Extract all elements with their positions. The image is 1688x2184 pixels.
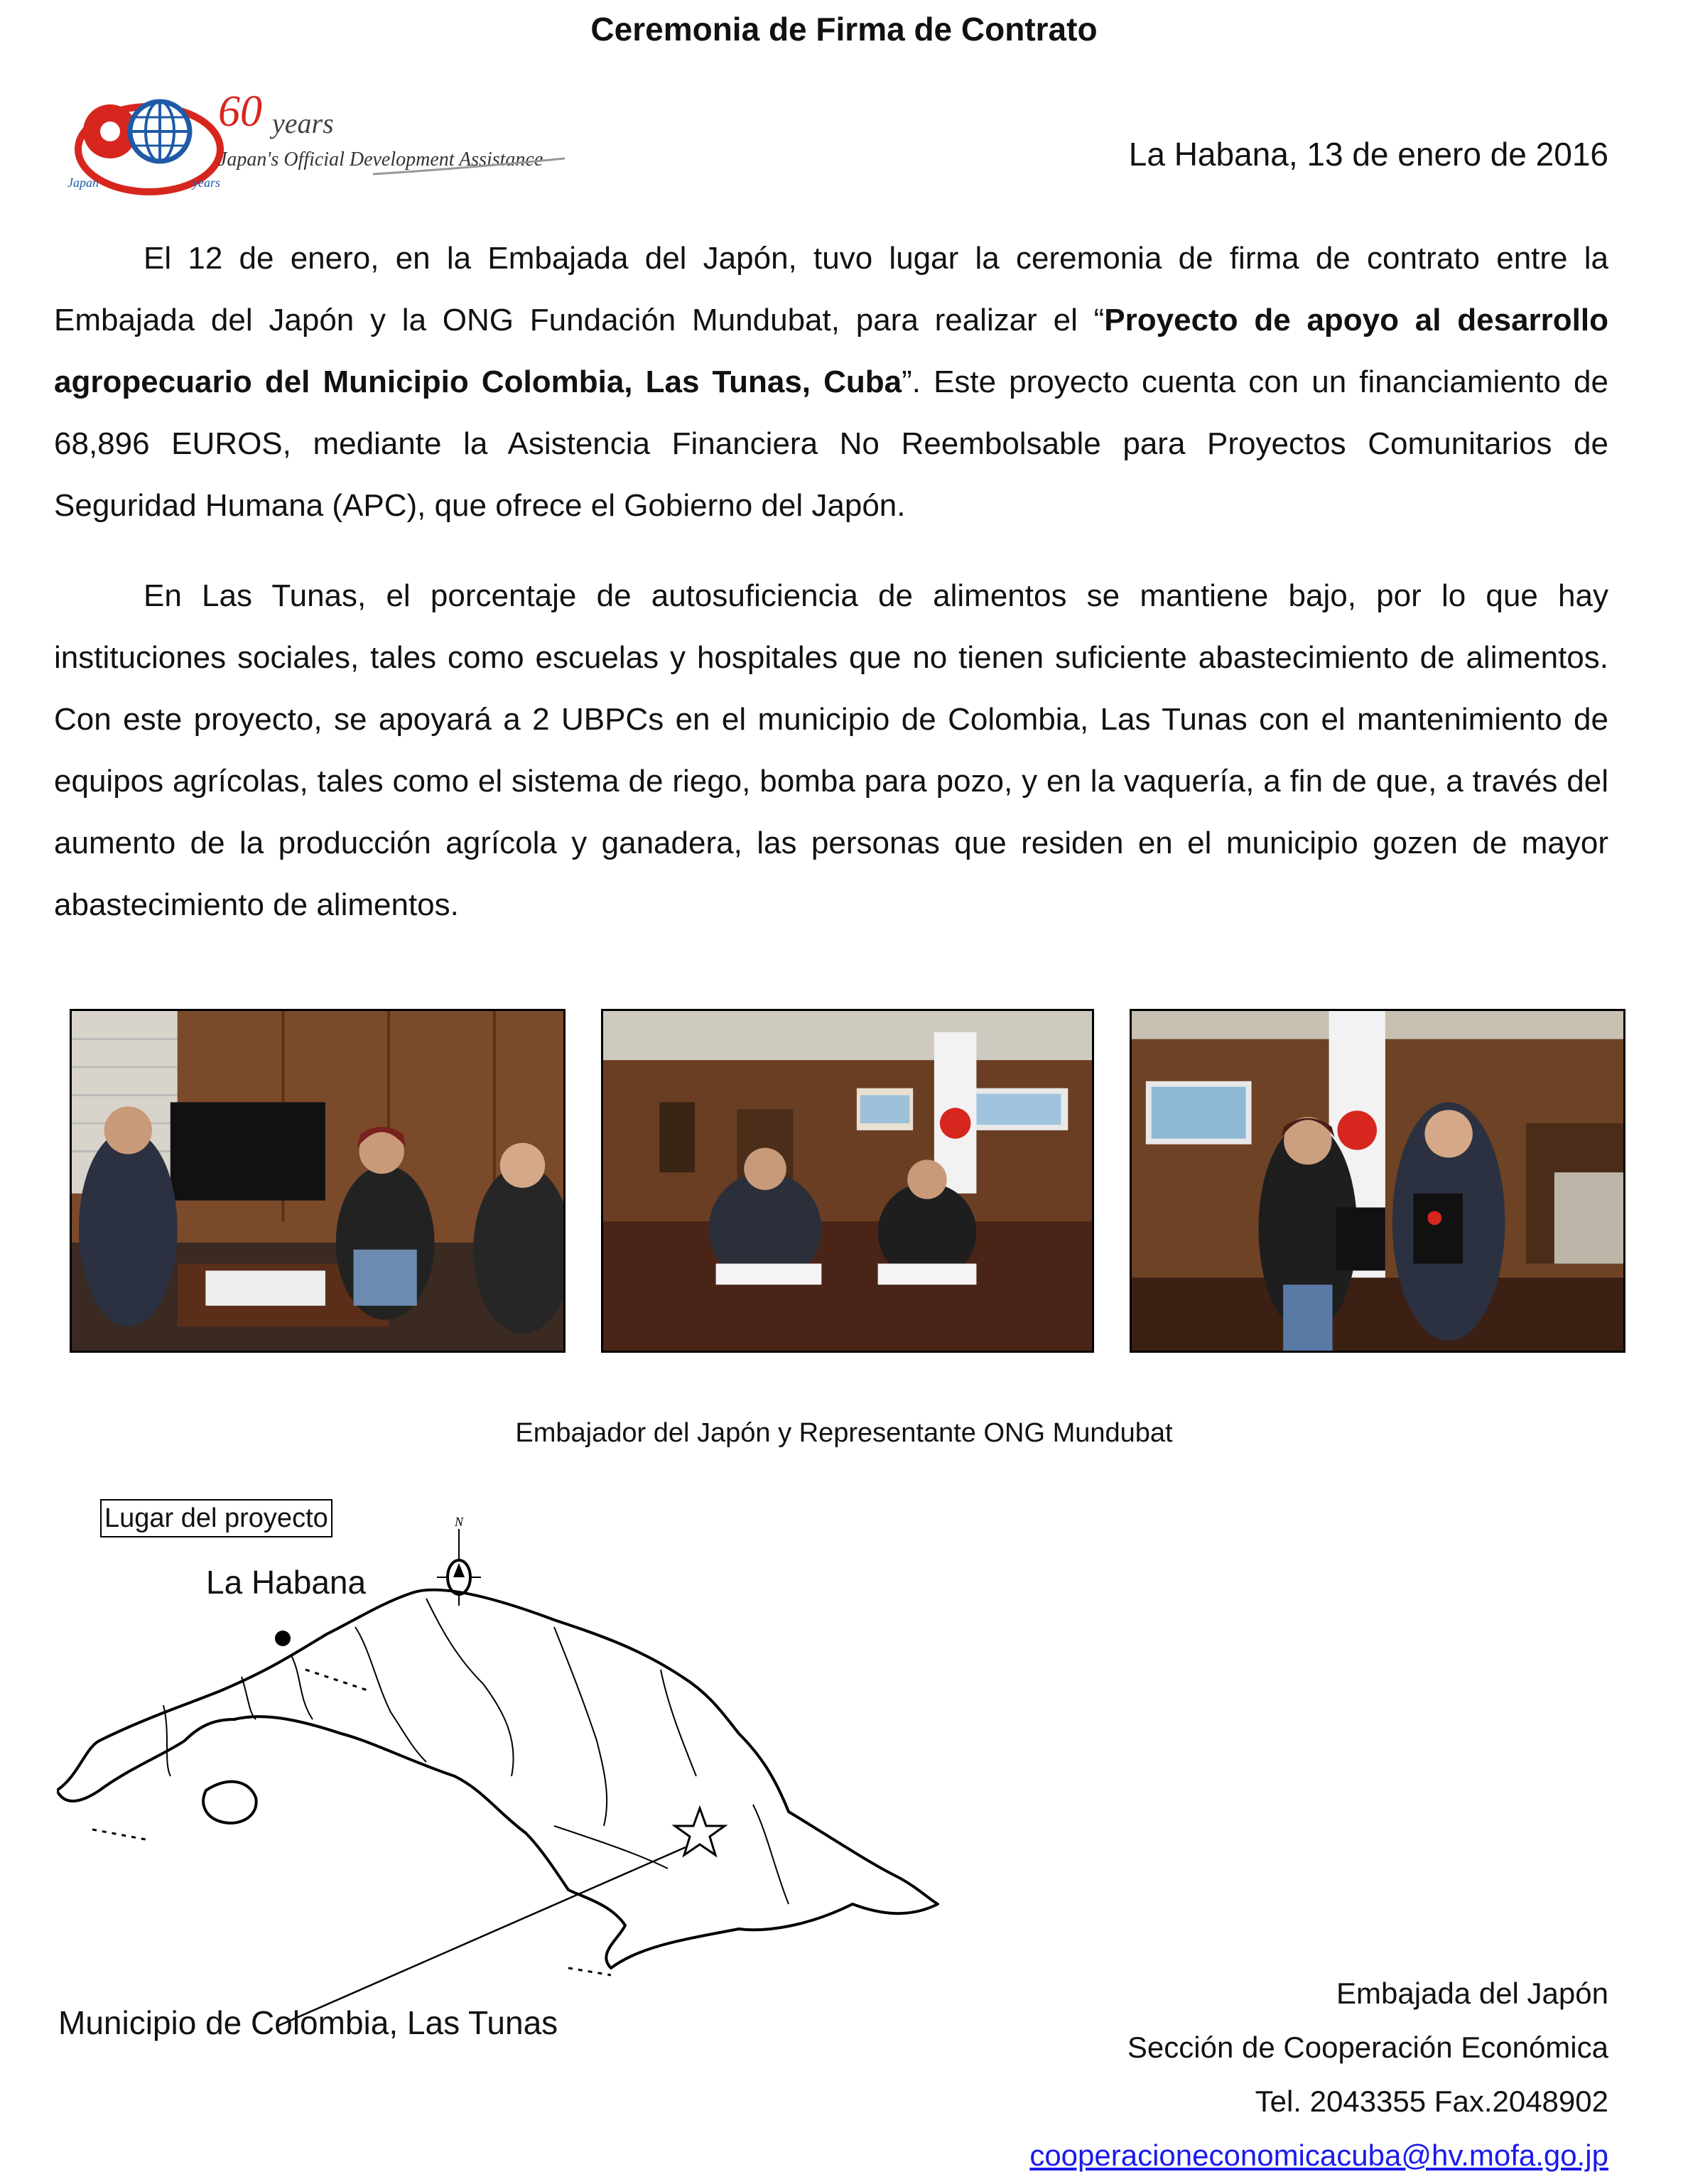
photo-signing	[601, 1009, 1094, 1353]
photo-meeting	[70, 1009, 566, 1353]
contact-org: Embajada del Japón	[1336, 1977, 1608, 2010]
p1-text-end: ”. Este proyecto cuenta con un financiamiento de 68,896 EUROS, mediante la Asistencia Financiera No Reembolsable para Proyectos Comunitarios de Seguridad Humana (APC), que ofrece el Gobierno del Japón.	[54, 364, 1608, 523]
map-label-municipio: Municipio de Colombia, Las Tunas	[58, 2004, 558, 2041]
logo-ring-right: years	[193, 175, 220, 190]
logo-tagline: Japan's Official Development Assistance	[218, 148, 543, 171]
logo-ring-left: Japan	[67, 175, 99, 190]
project-location-label: Lugar del proyecto	[100, 1499, 332, 1537]
contact-email-link[interactable]: cooperacioneconomicacuba@hv.mofa.go.jp	[1029, 2139, 1608, 2172]
logo-number: 60	[218, 87, 262, 136]
cuba-map	[57, 1506, 966, 2075]
document-title: Ceremonia de Firma de Contrato	[590, 11, 1098, 48]
p2-text: En Las Tunas, el porcentaje de autosuficiencia de alimentos se mantiene bajo, por lo que hay instituciones sociales, tales como escuelas y hospitales que no tienen suficiente abastecimiento de alimentos. Con este proyecto, se apoyará a 2 UBPCs en el municipio de Colombia, Las Tunas con el mantenimiento de equipos agrícolas, tales como el sistema de riego, bomba para pozo, y en la vaquería, a fin de que, a través del aumento de la producción agrícola y ganadera, las personas que residen en el municipio gozen de mayor abastecimiento de alimentos.	[54, 578, 1608, 922]
logo-years: years	[272, 107, 334, 139]
capital-dot	[275, 1631, 291, 1646]
paragraph-1	[54, 227, 1608, 536]
oda-60-years-logo	[67, 75, 607, 195]
svg-text:N: N	[455, 1515, 464, 1529]
photos-caption: Embajador del Japón y Representante ONG Mundubat	[515, 1418, 1173, 1448]
date-line: La Habana, 13 de enero de 2016	[1128, 136, 1608, 173]
map-label-la-habana: La Habana	[206, 1564, 367, 1601]
contact-section: Sección de Cooperación Económica	[1127, 2031, 1608, 2064]
contact-phone-fax: Tel. 2043355 Fax.2048902	[1255, 2085, 1608, 2118]
project-name: Proyecto de apoyo al desarrollo agropecuario del Municipio Colombia, Las Tunas, Cuba	[54, 303, 1608, 399]
p1-text-start: El 12 de enero, en la Embajada del Japón, tuvo lugar la ceremonia de firma de contrato entre la Embajada del Japón y la ONG Fundación Mundubat, para realizar el “	[54, 241, 1608, 337]
paragraph-2	[54, 565, 1608, 936]
photo-handshake	[1130, 1009, 1625, 1353]
